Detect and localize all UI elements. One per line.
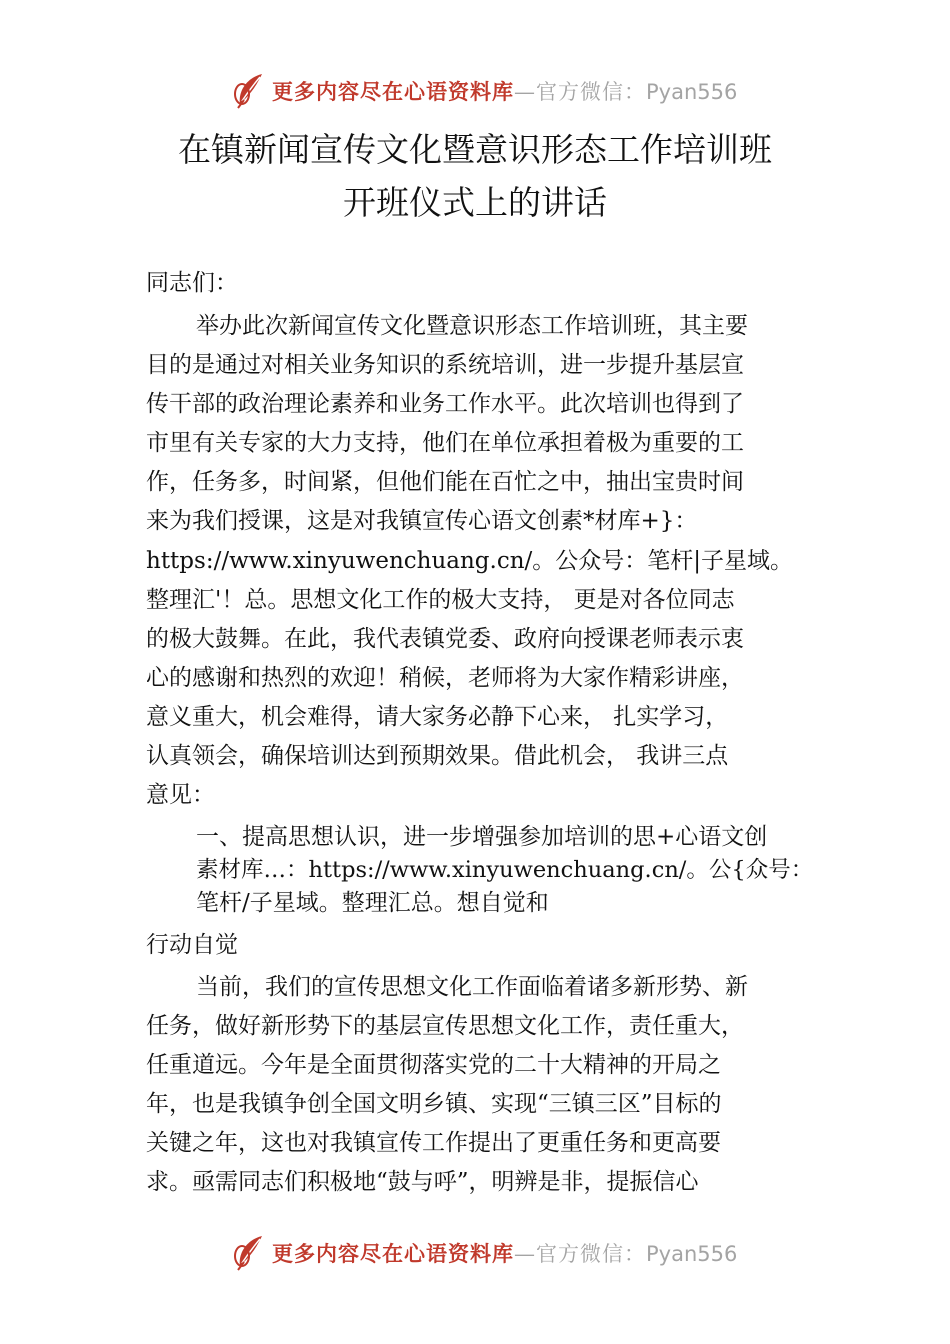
watermark-label: —官方微信： [514,80,646,104]
body-line: 认真领会，确保培训达到预期效果。借此机会， 我讲三点 [146,743,729,769]
header-watermark [0,70,950,114]
body-line: 任重道远。今年是全面贯彻落实党的二十大精神的开局之 [146,1052,721,1078]
document-title-line-2: 开班仪式上的讲话 [343,183,607,222]
feather-quill-logo-icon [232,70,268,110]
body-line: 举办此次新闻宣传文化暨意识形态工作培训班，其主要 [196,313,748,339]
watermark-text [272,1240,737,1268]
body-line: 任务，做好新形势下的基层宣传思想文化工作，责任重大， [146,1013,744,1039]
body-line: 作，任务多，时间紧，但他们能在百忙之中，抽出宝贵时间 [146,469,744,495]
section-heading-line: 一、提高思想认识，进一步增强参加培训的思+心语文创 [196,824,768,850]
body-line: 目的是通过对相关业务知识的系统培训，进一步提升基层宣 [146,352,744,378]
watermark-wechat-id: Pyan556 [646,80,738,104]
watermark-text [272,78,737,106]
document-title-line-1: 在镇新闻宣传文化暨意识形态工作培训班 [178,130,772,169]
body-line: 来为我们授课，这是对我镇宣传心语文创素*材库+}： [146,508,698,534]
watermark-label: —官方微信： [514,1242,646,1266]
body-line: 意见： [146,782,215,808]
body-line: 心的感谢和热烈的欢迎！稍候，老师将为大家作精彩讲座， [146,665,744,691]
footer-watermark [0,1232,950,1276]
body-line: 整理汇'！总。思想文化工作的极大支持， 更是对各位同志 [146,587,735,613]
body-line: https://www.xinyuwenchuang.cn/。公众号：笔杆|子星域。 [146,548,794,574]
watermark-wechat-id: Pyan556 [646,1242,738,1266]
section-heading-line: 素材库…：https://www.xinyuwenchuang.cn/。公{众号： [196,857,814,883]
body-line: 的极大鼓舞。在此，我代表镇党委、政府向授课老师表示衷 [146,626,744,652]
watermark-brand: 更多内容尽在心语资料库 [272,79,514,104]
body-line: 意义重大，机会难得，请大家务必静下心来， 扎实学习， [146,704,729,730]
body-line: 当前，我们的宣传思想文化工作面临着诸多新形势、新 [196,974,748,1000]
body-line: 关键之年，这也对我镇宣传工作提出了更重任务和更高要 [146,1130,721,1156]
salutation: 同志们： [146,270,238,296]
body-line: 求。亟需同志们积极地“鼓与呼”，明辨是非，提振信心 [146,1169,699,1195]
section-heading-line: 笔杆/子星域。整理汇总。想自觉和 [196,890,549,916]
body-line: 年，也是我镇争创全国文明乡镇、实现“三镇三区”目标的 [146,1091,722,1117]
body-line: 传干部的政治理论素养和业务工作水平。此次培训也得到了 [146,391,744,417]
watermark-brand: 更多内容尽在心语资料库 [272,1241,514,1266]
feather-quill-logo-icon [232,1232,268,1272]
body-line: 市里有关专家的大力支持，他们在单位承担着极为重要的工 [146,430,744,456]
section-subheading: 行动自觉 [146,932,238,958]
